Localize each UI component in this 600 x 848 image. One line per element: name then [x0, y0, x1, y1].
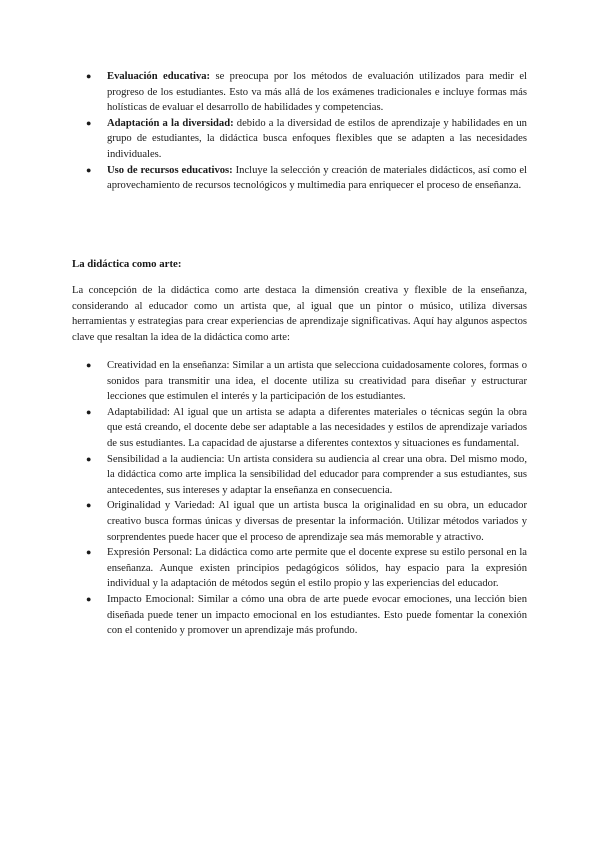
- list-item: [86, 405, 527, 452]
- bullet-icon: ●: [86, 453, 92, 464]
- list-item-text: Sensibilidad a la audiencia: Un artista considera su audiencia al crear una obra. Del mismo modo, la didáctica como arte implica la sensibilidad del educador para comprender a sus estudiantes, sus antecedentes, sus intereses y adaptar la enseñanza en consecuencia.: [107, 453, 527, 496]
- list-item-text: Incluye la selección y creación de materiales didácticos, así como el aprovechamiento de recursos tecnológicos y multimedia para enriquecer el proceso de enseñanza.: [107, 164, 527, 192]
- art-aspects-list: [86, 358, 527, 639]
- list-item-text: Adaptabilidad: Al igual que un artista se adapta a diferentes materiales o técnicas según la obra que está creando, el docente debe ser adaptable a las necesidades y estilos de aprendizaje variados de sus estudiantes. La capacidad de ajustarse a diferentes contextos y situaciones es fundamental.: [107, 406, 527, 449]
- bullet-icon: ●: [86, 117, 92, 128]
- list-item-term: Adaptación a la diversidad:: [107, 117, 234, 129]
- list-item-text: Creatividad en la enseñanza: Similar a un artista que selecciona cuidadosamente colores, formas o sonidos para transmitir una idea, el docente utiliza su creatividad para diseñar y estructurar lecciones que estimulen el interés y la participación de los estudiantes.: [107, 360, 527, 403]
- bullet-icon: ●: [86, 360, 92, 370]
- list-item: [86, 116, 527, 163]
- list-item: [86, 498, 527, 545]
- bullet-icon: ●: [86, 500, 92, 511]
- list-item-term: Evaluación educativa:: [107, 71, 211, 82]
- list-item-text: Originalidad y Variedad: Al igual que un artista busca la originalidad en su obra, un educador creativo busca formas únicas y diversas de presentar la información. Utilizar métodos variados y sorprendentes puede hacer que el proceso de aprendizaje sea más memorable y atractivo.: [107, 500, 527, 543]
- list-item: [86, 358, 527, 405]
- list-item-text: Impacto Emocional: Similar a cómo una obra de arte puede evocar emociones, una lección bien diseñada puede tener un impacto emocional en los estudiantes. Esto puede fomentar la conexión con el contenido y promover un aprendizaje más profundo.: [107, 593, 527, 637]
- bullet-icon: ●: [86, 406, 92, 417]
- evaluation-list: [86, 69, 527, 194]
- list-item: [86, 163, 527, 194]
- bullet-icon: ●: [86, 71, 92, 81]
- list-item: [86, 592, 527, 639]
- list-item-term: Uso de recursos educativos:: [107, 164, 233, 176]
- section-heading: La didáctica como arte:: [72, 258, 182, 270]
- list-item-text: Expresión Personal: La didáctica como arte permite que el docente exprese su estilo personal en la enseñanza. Aunque existen principios pedagógicos sólidos, hay espacio para la expresión individual y la adaptación de métodos según el estilo propio y las experiencias del educador.: [107, 547, 527, 590]
- list-item: [86, 452, 527, 499]
- list-item-text: se preocupa por los métodos de evaluación utilizados para medir el progreso de los estudiantes. Esto va más allá de los exámenes tradicionales e incluye formas más holísticas de evaluar el desarrollo de habilidades y competencias.: [107, 71, 527, 114]
- bullet-icon: ●: [86, 593, 92, 604]
- bullet-icon: ●: [86, 547, 92, 558]
- bullet-icon: ●: [86, 164, 92, 175]
- list-item: [86, 545, 527, 592]
- list-item-text: debido a la diversidad de estilos de aprendizaje y habilidades en un grupo de estudiantes, la didáctica busca enfoques flexibles que se adapten a las necesidades individuales.: [107, 117, 527, 160]
- list-item: [86, 69, 527, 116]
- intro-paragraph: La concepción de la didáctica como arte destaca la dimensión creativa y flexible de la enseñanza, considerando al educador como un artista que, al igual que un pintor o músico, utiliza diversas herramientas y estrategias para crear experiencias de aprendizaje significativas. Aquí hay algunos aspectos clave que resaltan la idea de la didáctica como arte:: [72, 285, 527, 343]
